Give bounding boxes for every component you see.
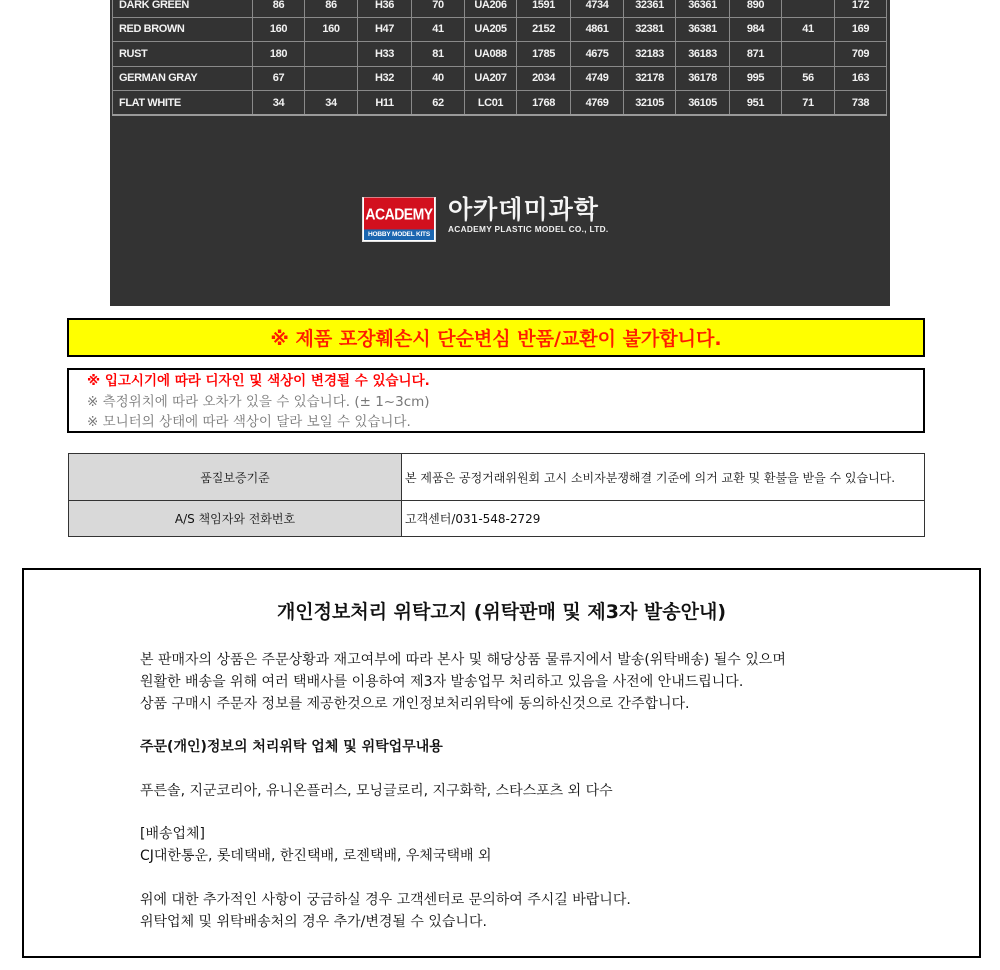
paint-code-cell: 36381 bbox=[676, 17, 730, 42]
privacy-notice-box bbox=[22, 568, 981, 958]
paint-code-cell: 34 bbox=[253, 91, 305, 116]
notice-design-change: ※ 입고시기에 따라 디자인 및 색상이 변경될 수 있습니다. bbox=[87, 373, 430, 389]
privacy-title: 개인정보처리 위탁고지 (위탁판매 및 제3자 발송안내) bbox=[276, 601, 727, 623]
quality-label: 품질보증기준 bbox=[69, 454, 402, 501]
paint-code-cell: 41 bbox=[412, 17, 465, 42]
paint-conversion-table bbox=[112, 0, 887, 116]
paint-code-cell: 36178 bbox=[676, 66, 730, 91]
paint-code-cell: 32361 bbox=[624, 0, 676, 17]
paint-color-name: RED BROWN bbox=[113, 17, 253, 42]
paint-code-cell: 984 bbox=[730, 17, 782, 42]
paint-code-cell: 32381 bbox=[624, 17, 676, 42]
paint-code-cell: 709 bbox=[835, 42, 887, 67]
paint-code-cell: 4769 bbox=[571, 91, 624, 116]
academy-logo bbox=[362, 197, 609, 243]
paint-code-cell: 738 bbox=[835, 91, 887, 116]
paint-code-cell: 81 bbox=[412, 42, 465, 67]
table-row bbox=[113, 0, 887, 17]
paint-code-cell: 40 bbox=[412, 66, 465, 91]
notice-measurement: ※ 측정위치에 따라 오차가 있을 수 있습니다. (± 1~3cm) bbox=[87, 393, 430, 410]
paint-code-cell: 32183 bbox=[624, 42, 676, 67]
paint-code-cell: 32178 bbox=[624, 66, 676, 91]
paint-code-cell: 160 bbox=[305, 17, 358, 42]
intro-line: 본 판매자의 상품은 주문상황과 재고여부에 따라 본사 및 해당상품 물류지에서 발송(위탁배송) 될수 있으며 bbox=[140, 652, 786, 668]
paint-code-cell: LC01 bbox=[465, 91, 517, 116]
paint-code-cell: 2034 bbox=[517, 66, 571, 91]
as-contact-label: A/S 책임자와 전화번호 bbox=[69, 501, 402, 537]
company-name-korean: 아카데미과학 bbox=[448, 195, 599, 224]
table-row bbox=[113, 66, 887, 91]
intro-line: 원활한 배송을 위해 여러 택배사를 이용하여 제3자 발송업무 처리하고 있음을 사전에 안내드립니다. bbox=[140, 673, 744, 690]
paint-code-cell: 4861 bbox=[571, 17, 624, 42]
paint-code-cell: 180 bbox=[253, 42, 305, 67]
paint-code-cell: H11 bbox=[358, 91, 412, 116]
paint-code-cell: 62 bbox=[412, 91, 465, 116]
paint-code-cell: 70 bbox=[412, 0, 465, 17]
table-row bbox=[69, 501, 925, 537]
paint-code-cell: 56 bbox=[782, 66, 835, 91]
paint-code-cell: 86 bbox=[305, 0, 358, 17]
paint-code-cell bbox=[782, 42, 835, 67]
paint-code-cell: 67 bbox=[253, 66, 305, 91]
paint-code-cell: 71 bbox=[782, 91, 835, 116]
paint-color-name: RUST bbox=[113, 42, 253, 67]
notice-monitor: ※ 모니터의 상태에 따라 색상이 달라 보일 수 있습니다. bbox=[87, 414, 411, 430]
paint-code-cell: 4749 bbox=[571, 66, 624, 91]
paint-code-cell: 169 bbox=[835, 17, 887, 42]
paint-color-name: DARK GREEN bbox=[113, 0, 253, 17]
paint-code-cell: 34 bbox=[305, 91, 358, 116]
company-name-english: ACADEMY PLASTIC MODEL CO., LTD. bbox=[448, 224, 609, 234]
paint-code-cell: H33 bbox=[358, 42, 412, 67]
paint-code-cell: 41 bbox=[782, 17, 835, 42]
closing-line: 위탁업체 및 위탁배송처의 경우 추가/변경될 수 있습니다. bbox=[140, 913, 487, 930]
partner-list: 푸른솔, 지군코리아, 유니온플러스, 모닝글로리, 지구화학, 스타스포츠 외 다수 bbox=[140, 782, 613, 799]
paint-code-cell: 36361 bbox=[676, 0, 730, 17]
paint-code-cell bbox=[305, 42, 358, 67]
paint-code-cell: 163 bbox=[835, 66, 887, 91]
paint-color-name: GERMAN GRAY bbox=[113, 66, 253, 91]
privacy-subheading: 주문(개인)정보의 처리위탁 업체 및 위탁업무내용 bbox=[140, 739, 443, 756]
paint-code-cell: 1591 bbox=[517, 0, 571, 17]
paint-code-cell: 1785 bbox=[517, 42, 571, 67]
return-warning-banner: ※ 제품 포장훼손시 단순변심 반품/교환이 불가합니다. bbox=[67, 318, 925, 357]
paint-code-cell: H32 bbox=[358, 66, 412, 91]
product-notice-box bbox=[67, 368, 925, 433]
paint-code-cell: 160 bbox=[253, 17, 305, 42]
paint-code-cell: 951 bbox=[730, 91, 782, 116]
table-row bbox=[113, 91, 887, 116]
intro-line: 상품 구매시 주문자 정보를 제공한것으로 개인정보처리위탁에 동의하신것으로 간주합니다. bbox=[140, 695, 690, 712]
paint-code-cell: 4675 bbox=[571, 42, 624, 67]
paint-code-cell: H47 bbox=[358, 17, 412, 42]
paint-code-cell bbox=[305, 66, 358, 91]
table-row bbox=[113, 42, 887, 67]
paint-code-cell: 172 bbox=[835, 0, 887, 17]
as-contact-value: 고객센터/031-548-2729 bbox=[402, 501, 925, 537]
table-row bbox=[113, 17, 887, 42]
paint-code-cell bbox=[782, 0, 835, 17]
paint-code-cell: 4734 bbox=[571, 0, 624, 17]
academy-badge bbox=[362, 197, 436, 242]
paint-color-name: FLAT WHITE bbox=[113, 91, 253, 116]
paint-code-cell: 36183 bbox=[676, 42, 730, 67]
paint-code-cell: 36105 bbox=[676, 91, 730, 116]
badge-top-text: ACADEMY bbox=[364, 198, 434, 230]
shipping-label: [배송업체] bbox=[140, 826, 206, 843]
paint-code-cell: 2152 bbox=[517, 17, 571, 42]
closing-line: 위에 대한 추가적인 사항이 궁금하실 경우 고객센터로 문의하여 주시길 바랍니다. bbox=[140, 891, 631, 908]
warranty-info-table bbox=[68, 453, 925, 537]
quality-value: 본 제품은 공정거래위원회 고시 소비자분쟁해결 기준에 의거 교환 및 환불을 받을 수 있습니다. bbox=[402, 454, 925, 501]
paint-code-cell: 871 bbox=[730, 42, 782, 67]
badge-bottom-text: HOBBY MODEL KITS bbox=[364, 228, 434, 240]
paint-code-cell: 1768 bbox=[517, 91, 571, 116]
paint-code-cell: UA088 bbox=[465, 42, 517, 67]
paint-code-cell: UA207 bbox=[465, 66, 517, 91]
paint-code-cell: UA206 bbox=[465, 0, 517, 17]
paint-code-cell: 86 bbox=[253, 0, 305, 17]
paint-code-cell: UA205 bbox=[465, 17, 517, 42]
paint-code-cell: 995 bbox=[730, 66, 782, 91]
paint-code-cell: 32105 bbox=[624, 91, 676, 116]
table-row bbox=[69, 454, 925, 501]
shipping-companies: CJ대한통운, 롯데택배, 한진택배, 로젠택배, 우체국택배 외 bbox=[140, 848, 492, 865]
paint-code-cell: H36 bbox=[358, 0, 412, 17]
privacy-body bbox=[140, 650, 786, 933]
paint-code-cell: 890 bbox=[730, 0, 782, 17]
